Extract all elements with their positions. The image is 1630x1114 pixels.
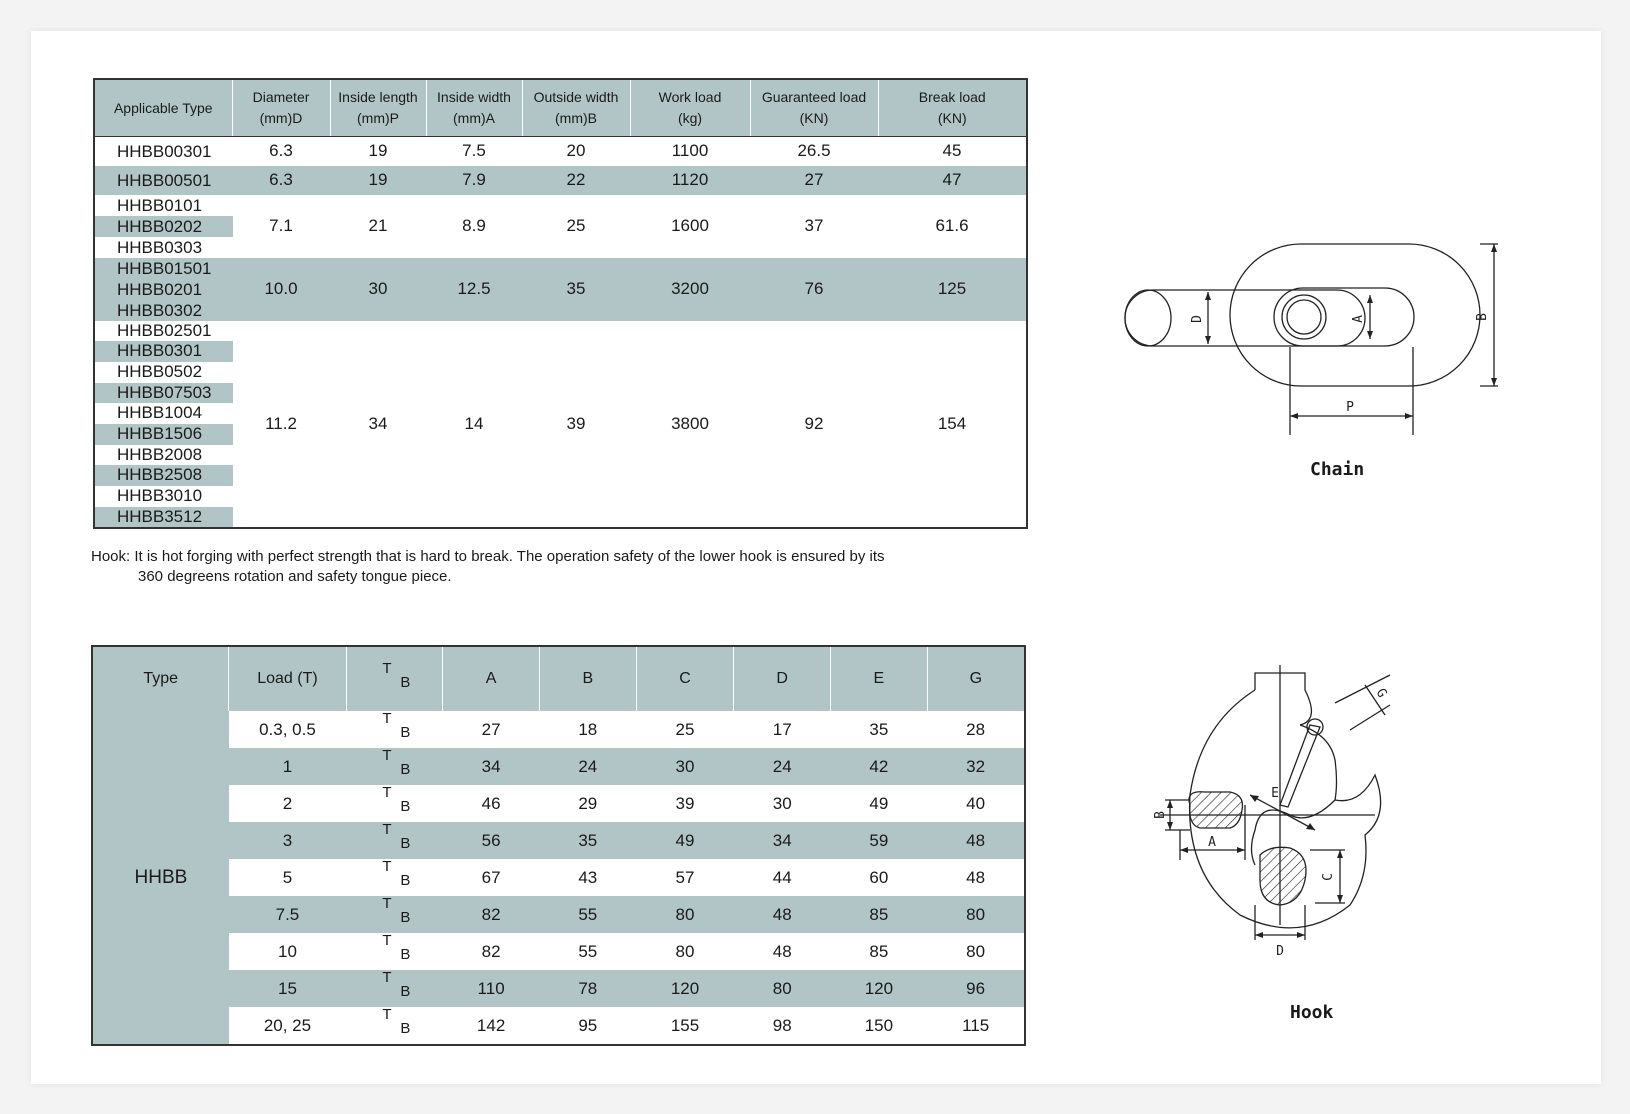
hook-label-c: C <box>1321 873 1336 881</box>
cell-load: 10 <box>277 941 297 961</box>
cell-e: 60 <box>869 867 889 887</box>
model-code: HHBB0301 <box>95 341 233 362</box>
model-code: HHBB0303 <box>117 237 203 257</box>
cell-inside-width: 12.5 <box>426 258 522 321</box>
cell-d: 17 <box>772 719 792 739</box>
cell-e: 59 <box>831 822 928 859</box>
chain-table-header <box>94 79 1027 137</box>
cell-b: 35 <box>539 822 636 859</box>
cell-inside-length: 19 <box>368 141 388 161</box>
cell-g: 48 <box>927 822 1025 859</box>
applicable-type-cell <box>94 166 232 195</box>
header-g: G <box>927 646 1025 711</box>
model-code: HHBB07503 <box>95 383 233 404</box>
cell-break-load: 125 <box>878 258 1027 321</box>
cell-inside-width: 14 <box>464 413 484 433</box>
hook-table-body <box>92 711 1025 1045</box>
hook-table-row <box>92 896 1025 933</box>
cell-load: 5 <box>282 867 293 887</box>
cell-c: 57 <box>675 867 695 887</box>
hook-section-bottom <box>1260 847 1306 905</box>
model-code: HHBB1004 <box>117 403 203 423</box>
tb-t: T <box>382 932 392 949</box>
chain-link-outer <box>1230 244 1480 386</box>
cell-inside-length: 34 <box>368 413 388 433</box>
cell-c: 25 <box>675 719 695 739</box>
hook-caption: Hook <box>1290 1002 1334 1023</box>
cell-c: 80 <box>636 896 734 933</box>
header-c: C <box>636 646 734 711</box>
chain-table-row <box>94 321 1027 529</box>
chain-link-horizontal <box>1125 290 1365 346</box>
chain-table-row <box>94 195 1027 258</box>
cell-inside-length: 19 <box>330 166 426 195</box>
hook-label-e: E <box>1271 786 1279 801</box>
cell-load: 20, 25 <box>263 1015 312 1035</box>
cell-d: 34 <box>734 822 831 859</box>
tb-b: B <box>400 983 411 1000</box>
hook-drawing <box>1153 665 1450 995</box>
applicable-type-cell <box>94 258 232 321</box>
tb-t: T <box>382 747 392 764</box>
cell-guaranteed-load: 26.5 <box>797 141 831 161</box>
hook-type-cell: HHBB <box>92 711 229 1045</box>
cell-load: 7.5 <box>229 896 346 933</box>
chain-link-section <box>1282 295 1326 339</box>
chain-header-line1: Outside width <box>533 89 619 105</box>
chain-header-line1: Guaranteed load <box>761 89 867 105</box>
model-code: HHBB0502 <box>117 361 203 381</box>
cell-load: 0.3, 0.5 <box>259 719 316 739</box>
tb-b: B <box>400 798 411 815</box>
chain-label-d: D <box>1190 315 1205 323</box>
cell-e: 49 <box>869 793 889 813</box>
header-tb <box>346 646 443 711</box>
cell-e: 85 <box>831 896 928 933</box>
hook-label-b: B <box>1153 811 1168 819</box>
tb-b: B <box>400 1020 411 1037</box>
chain-header-line1: Inside width <box>437 89 511 105</box>
chain-header-line1: Diameter <box>252 89 310 105</box>
hook-label-d: D <box>1276 944 1284 959</box>
chain-table-row <box>94 166 1027 195</box>
model-code: HHBB2008 <box>117 444 203 464</box>
cell-diameter: 11.2 <box>265 413 297 433</box>
cell-e: 35 <box>869 719 889 739</box>
cell-a: 46 <box>481 793 501 813</box>
cell-a: 110 <box>443 970 540 1007</box>
applicable-type-cell <box>94 137 232 166</box>
chain-header-4 <box>522 79 630 137</box>
tb-b: B <box>400 835 411 852</box>
chain-table-row <box>94 258 1027 321</box>
chain-label-b: B <box>1475 313 1490 321</box>
cell-d: 48 <box>772 941 792 961</box>
cell-work-load: 1120 <box>630 166 750 195</box>
cell-a: 142 <box>476 1015 506 1035</box>
chain-header-1 <box>232 79 330 137</box>
chain-header-line1: Inside length <box>338 89 418 105</box>
model-code: HHBB0202 <box>95 216 233 237</box>
cell-g: 40 <box>966 793 986 813</box>
chain-label-p: P <box>1346 400 1354 415</box>
cell-guaranteed-load: 37 <box>804 216 824 235</box>
cell-c: 120 <box>636 970 734 1007</box>
cell-outside-width: 39 <box>566 413 586 433</box>
chain-header-2 <box>330 79 426 137</box>
cell-a: 27 <box>481 719 501 739</box>
cell-tb <box>346 933 443 970</box>
chain-header-6 <box>750 79 878 137</box>
cell-outside-width: 35 <box>522 258 630 321</box>
cell-diameter: 10.0 <box>232 258 330 321</box>
tb-b: B <box>400 724 411 741</box>
applicable-type-cell <box>94 195 232 258</box>
hook-table-row <box>92 1007 1025 1045</box>
chain-caption: Chain <box>1310 459 1365 480</box>
cell-work-load: 1600 <box>671 216 709 235</box>
cell-g: 28 <box>966 719 986 739</box>
note-line-1: Hook: It is hot forging with perfect strength that is hard to break. The operation safety of the lower hook is ensured by its <box>91 548 885 565</box>
tb-t: T <box>382 969 392 986</box>
cell-inside-width: 7.5 <box>462 141 486 161</box>
cell-load: 3 <box>229 822 346 859</box>
model-code: HHBB02501 <box>117 320 212 340</box>
cell-break-load: 45 <box>942 141 962 161</box>
cell-load: 15 <box>229 970 346 1007</box>
cell-tb <box>346 785 443 822</box>
chain-table-row <box>94 137 1027 166</box>
chain-header-line1: Work load <box>658 89 722 105</box>
cell-e: 120 <box>831 970 928 1007</box>
cell-c: 30 <box>636 748 734 785</box>
chain-header-line2: (KN) <box>937 110 967 126</box>
header-b: B <box>539 646 636 711</box>
tb-t: T <box>382 1006 392 1023</box>
model-code: HHBB1506 <box>95 424 233 445</box>
cell-diameter: 7.1 <box>269 216 293 235</box>
chain-header-3 <box>426 79 522 137</box>
cell-b: 29 <box>578 793 598 813</box>
cell-a: 82 <box>481 941 501 961</box>
cell-d: 44 <box>772 867 792 887</box>
chain-header-line2: (kg) <box>677 110 703 126</box>
hook-description <box>91 547 991 587</box>
cell-inside-width: 8.9 <box>462 216 486 235</box>
cell-tb <box>346 822 443 859</box>
chain-header-line1: Applicable Type <box>113 99 213 116</box>
hook-table-row <box>92 822 1025 859</box>
cell-g: 80 <box>966 941 986 961</box>
cell-g: 115 <box>962 1015 990 1035</box>
cell-b: 78 <box>539 970 636 1007</box>
model-code: HHBB0101 <box>117 195 203 215</box>
header-e: E <box>831 646 928 711</box>
cell-g: 48 <box>966 867 986 887</box>
cell-g: 96 <box>927 970 1025 1007</box>
model-code: HHBB3512 <box>95 507 233 528</box>
hook-table-row <box>92 748 1025 785</box>
cell-outside-width: 20 <box>566 141 586 161</box>
cell-break-load: 61.6 <box>935 216 969 235</box>
cell-c: 49 <box>636 822 734 859</box>
tb-t: T <box>382 784 392 801</box>
chain-table-body <box>94 137 1027 529</box>
cell-guaranteed-load: 92 <box>804 413 824 433</box>
cell-a: 34 <box>443 748 540 785</box>
header-type: Type <box>92 646 229 711</box>
hook-latch <box>1280 725 1320 807</box>
chain-header-line1: Break load <box>918 89 986 105</box>
cell-g: 80 <box>927 896 1025 933</box>
cell-d: 48 <box>734 896 831 933</box>
cell-b: 24 <box>539 748 636 785</box>
header-a: A <box>443 646 540 711</box>
cell-tb <box>346 1007 443 1045</box>
cell-d: 24 <box>734 748 831 785</box>
cell-b: 18 <box>578 719 598 739</box>
cell-a: 56 <box>443 822 540 859</box>
chain-header-line2: (mm)A <box>453 110 495 126</box>
cell-a: 67 <box>481 867 501 887</box>
chain-label-a: A <box>1351 315 1366 323</box>
cell-b: 55 <box>539 896 636 933</box>
hook-shank <box>1255 673 1311 725</box>
hook-table-row <box>92 970 1025 1007</box>
cell-tb <box>346 748 443 785</box>
cell-e: 42 <box>831 748 928 785</box>
header-load: Load (T) <box>229 646 346 711</box>
cell-b: 95 <box>578 1015 598 1035</box>
cell-b: 55 <box>578 941 598 961</box>
cell-c: 80 <box>675 941 695 961</box>
chain-link-end <box>1125 290 1171 346</box>
model-code: HHBB3010 <box>117 486 203 505</box>
chain-drawing <box>1110 235 1520 435</box>
chain-header-7 <box>878 79 1027 137</box>
cell-inside-length: 21 <box>368 216 388 235</box>
cell-diameter: 6.3 <box>269 141 293 161</box>
cell-guaranteed-load: 76 <box>750 258 878 321</box>
header-tb-b: B <box>400 673 411 691</box>
cell-g: 32 <box>927 748 1025 785</box>
applicable-type-cell <box>94 321 232 529</box>
chain-header-line2: (mm)B <box>555 110 597 126</box>
cell-inside-width: 7.9 <box>426 166 522 195</box>
cell-d: 30 <box>772 793 792 813</box>
hook-section-side <box>1189 792 1243 828</box>
model-code: HHBB0302 <box>117 300 203 320</box>
chain-header-line2: (KN) <box>799 110 829 126</box>
cell-load: 2 <box>282 793 293 813</box>
model-code: HHBB00301 <box>117 141 212 161</box>
hook-table-row <box>92 859 1025 896</box>
cell-load: 1 <box>229 748 346 785</box>
cell-e: 150 <box>864 1015 894 1035</box>
tb-t: T <box>382 710 392 727</box>
cell-break-load: 154 <box>937 413 967 433</box>
chain-header-line2: (mm)D <box>259 110 303 126</box>
cell-outside-width: 25 <box>566 216 586 235</box>
tb-b: B <box>400 872 411 889</box>
model-code: HHBB2508 <box>95 465 233 486</box>
model-code: HHBB00501 <box>117 170 212 190</box>
cell-d: 98 <box>772 1015 792 1035</box>
cell-break-load: 47 <box>878 166 1027 195</box>
model-code: HHBB0201 <box>117 279 203 299</box>
chain-spec-table <box>93 78 1028 529</box>
cell-inside-length: 30 <box>330 258 426 321</box>
chain-header-5 <box>630 79 750 137</box>
cell-work-load: 3200 <box>630 258 750 321</box>
cell-c: 155 <box>670 1015 700 1035</box>
chain-header-line2: (mm)P <box>357 110 399 126</box>
header-d: D <box>734 646 831 711</box>
header-tb-t: T <box>382 659 392 677</box>
tb-t: T <box>382 821 392 838</box>
cell-b: 43 <box>578 867 598 887</box>
tb-b: B <box>400 946 411 963</box>
cell-work-load: 1100 <box>671 141 709 161</box>
cell-c: 39 <box>675 793 695 813</box>
cell-guaranteed-load: 27 <box>750 166 878 195</box>
cell-diameter: 6.3 <box>232 166 330 195</box>
cell-work-load: 3800 <box>671 413 709 433</box>
tb-t: T <box>382 895 392 912</box>
cell-outside-width: 22 <box>522 166 630 195</box>
tb-b: B <box>400 761 411 778</box>
cell-d: 80 <box>734 970 831 1007</box>
cell-e: 85 <box>869 941 889 961</box>
chain-header-0 <box>94 79 232 137</box>
cell-tb <box>346 859 443 896</box>
cell-a: 82 <box>443 896 540 933</box>
cell-tb <box>346 711 443 748</box>
hook-label-a: A <box>1208 835 1216 850</box>
hook-table-header <box>92 646 1025 711</box>
hook-table-row <box>92 933 1025 970</box>
cell-tb <box>346 896 443 933</box>
hook-table-row <box>92 711 1025 748</box>
tb-t: T <box>382 858 392 875</box>
note-line-2: 360 degreens rotation and safety tongue piece. <box>138 568 452 585</box>
tb-b: B <box>400 909 411 926</box>
hook-spec-table <box>91 645 1026 1046</box>
hook-label-g: G <box>1372 686 1390 701</box>
model-code: HHBB01501 <box>117 258 212 278</box>
cell-tb <box>346 970 443 1007</box>
hook-table-row <box>92 785 1025 822</box>
